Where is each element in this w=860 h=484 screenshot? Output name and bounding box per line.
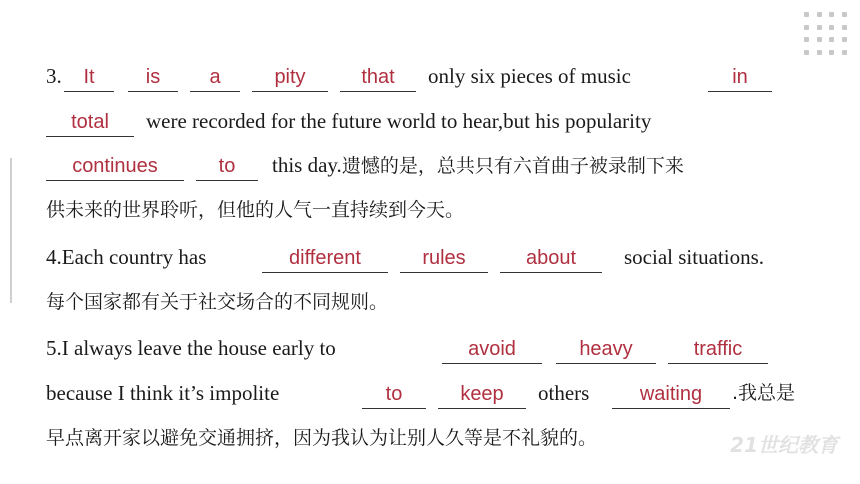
q5-text-2a: because I think it’s impolite <box>46 381 280 405</box>
left-accent-bar <box>10 158 12 303</box>
q3-text-2: were recorded for the future world to hear,but his popularity <box>146 109 652 133</box>
q5-chinese-tail: .我总是 <box>732 382 796 404</box>
q3-text-3: this day.遗憾的是，总共只有六首曲子被录制下来 <box>272 153 684 177</box>
answer-blank: heavy <box>556 333 656 364</box>
q4-lead: 4.Each country has <box>46 245 207 269</box>
answer-blank: that <box>340 61 416 92</box>
q4-chinese: 每个国家都有关于社交场合的不同规则。 <box>46 291 389 313</box>
answer-blank: rules <box>400 242 488 273</box>
decorative-dot-grid <box>804 12 850 58</box>
answer-blank: about <box>500 242 602 273</box>
answer-blank: pity <box>252 61 328 92</box>
answer-blank: total <box>46 106 134 137</box>
answer-blank: waiting <box>612 378 730 409</box>
answer-blank: to <box>196 150 258 181</box>
answer-blank: a <box>190 61 240 92</box>
answer-blank: different <box>262 242 388 273</box>
q3-chinese-2: 供未来的世界聆听，但他的人气一直持续到今天。 <box>46 199 465 221</box>
answer-blank: traffic <box>668 333 768 364</box>
q5-text-2b: others <box>538 381 590 405</box>
answer-blank: in <box>708 61 772 92</box>
answer-blank: continues <box>46 150 184 181</box>
q3-chinese-1: 遗憾的是，总共只有六首曲子被录制下来 <box>341 155 684 177</box>
answer-blank: keep <box>438 378 526 409</box>
q5-chinese: 早点离开家以避免交通拥挤，因为我认为让别人久等是不礼貌的。 <box>46 427 598 449</box>
answer-blank: avoid <box>442 333 542 364</box>
q5-lead: 5.I always leave the house early to <box>46 336 336 360</box>
answer-blank: to <box>362 378 426 409</box>
q3-number: 3. <box>46 64 62 88</box>
q3-text-1: only six pieces of music <box>428 64 631 88</box>
q4-tail: social situations. <box>624 245 764 269</box>
answer-blank: is <box>128 61 178 92</box>
answer-blank: It <box>64 61 114 92</box>
watermark-logo: 21世纪教育 <box>730 433 838 457</box>
